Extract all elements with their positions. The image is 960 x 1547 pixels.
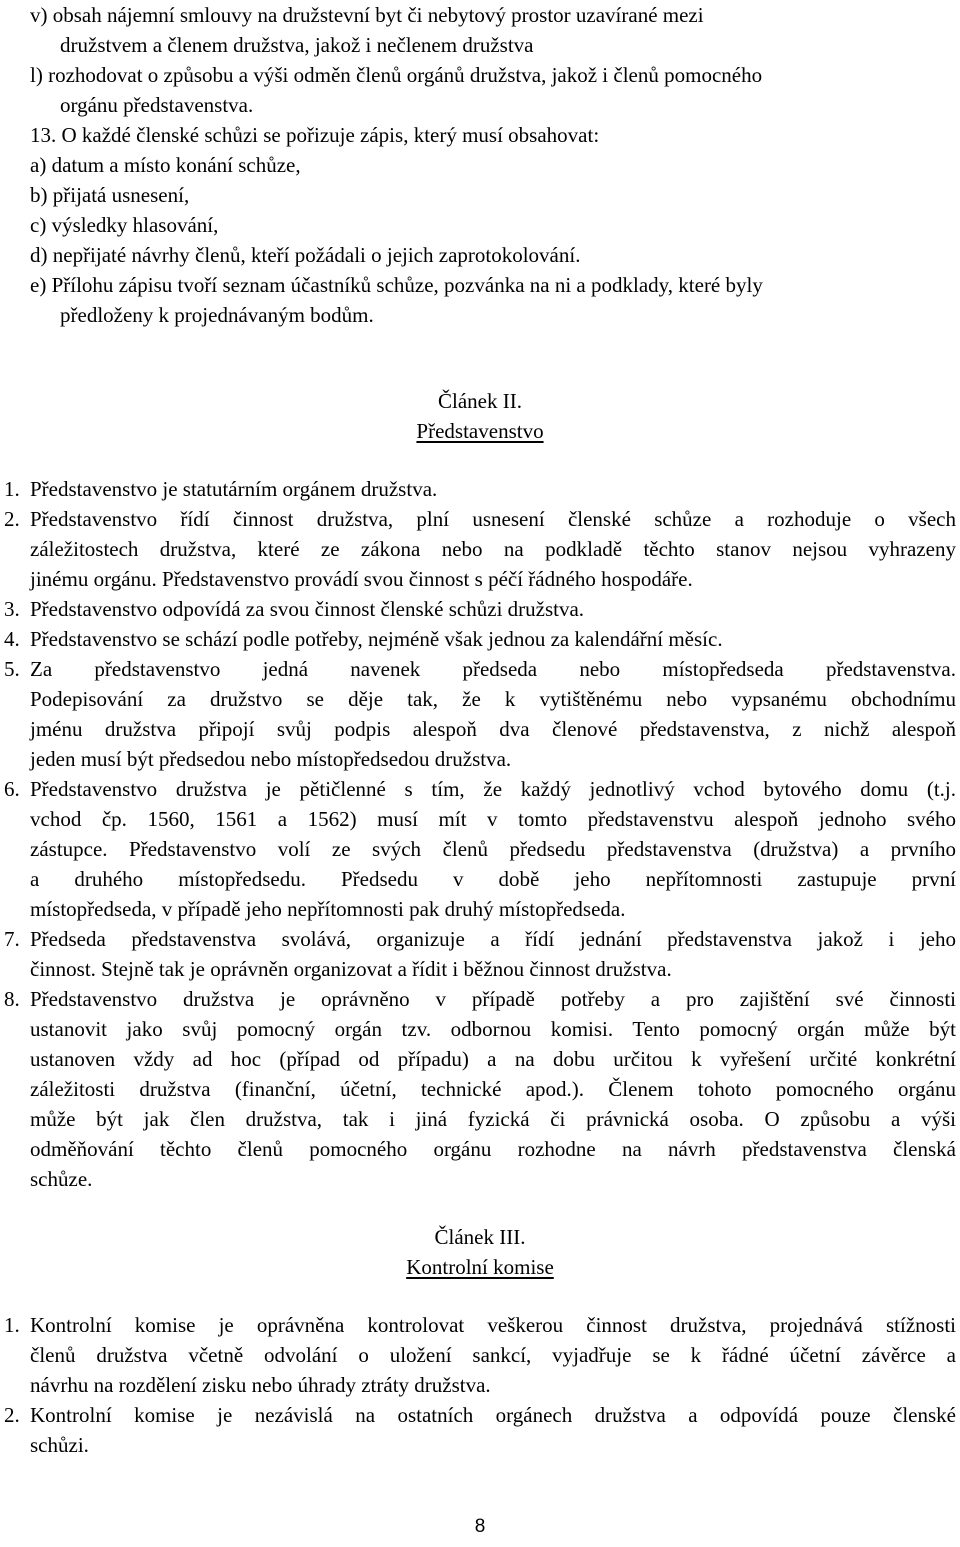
article2-item-1 [0,474,956,504]
article2-item-number: 1. [4,477,20,501]
article2-item-line: Za představenstvo jedná navenek předseda nebo místopředseda představenstva. [30,657,956,681]
article2-item-line: jinému orgánu. Představenstvo provádí svou činnost s péčí řádného hospodáře. [30,567,693,591]
item-l [30,60,956,120]
article2-item-line: ustanoven vždy ad hoc (případ od případu) a na dobu určitou k vyřešení určité konkrétní [30,1047,956,1071]
article2-item-4 [0,624,956,654]
article2-item-7 [0,924,956,984]
item-13-e-line1: e) Přílohu zápisu tvoří seznam účastníků schůze, pozvánka na ni a podklady, které byly [30,273,763,297]
item-13-b: b) přijatá usnesení, [30,183,190,207]
item-13-d: d) nepřijaté návrhy členů, kteří požádali o jejich zaprotokolování. [30,243,581,267]
item-v [30,0,956,60]
article2-item-8 [0,984,956,1194]
article3-title-text: Kontrolní komise [406,1255,554,1279]
item-v-line1: v) obsah nájemní smlouvy na družstevní byt či nebytový prostor uzavírané mezi [30,3,704,27]
article3-title [0,1252,960,1282]
article2-item-number: 7. [4,927,20,951]
article2-item-line: schůze. [30,1167,93,1191]
article2-item-line: Představenstvo řídí činnost družstva, plní usnesení členské schůze a rozhoduje o všech [30,507,956,531]
article2-item-number: 8. [4,987,20,1011]
article2-item-text [30,924,956,984]
item-13-e-line2: předloženy k projednávaným bodům. [60,303,374,327]
article2-item-line: zástupce. Představenstvo volí ze svých členů předsedu představenstva (družstva) a prvního [30,837,956,861]
article2-item-6 [0,774,956,924]
article2-item-2 [0,504,956,594]
article2-item-text [30,774,956,924]
article2-item-line: Představenstvo družstva je pětičlenné s tím, že každý jednotlivý vchod bytového domu (t.j. [30,777,956,801]
article2-item-5 [0,654,956,774]
item-l-line2: orgánu představenstva. [60,93,254,117]
article3-item-number: 1. [4,1313,20,1337]
article2-item-3 [0,594,956,624]
article2-item-line: Předseda představenstva svolává, organizuje a řídí jednání představenstva jakož i jeho [30,927,956,951]
article2-item-text [30,474,956,504]
article2-item-text [30,984,956,1194]
article2-item-line: Představenstvo je statutárním orgánem družstva. [30,477,438,501]
page-number: 8 [474,1516,486,1537]
article2-item-line: činnost. Stejně tak je oprávněn organizovat a řídit i běžnou činnost družstva. [30,957,672,981]
article3-item-line: Kontrolní komise je oprávněna kontrolovat veškerou činnost družstva, projednává stížnosti [30,1313,956,1337]
article2-item-line: Představenstvo odpovídá za svou činnost členské schůzi družstva. [30,597,585,621]
article2-item-line: odměňování těchto členů pomocného orgánu rozhodne na návrh představenstva členská [30,1137,956,1161]
article2-item-line: vchod čp. 1560, 1561 a 1562) musí mít v tomto představenstvu alespoň jednoho svého [30,807,956,831]
article3-item-text [30,1400,956,1460]
article2-item-text [30,654,956,774]
item-13-c: c) výsledky hlasování, [30,213,219,237]
item-13-e [30,270,956,330]
article2-item-line: jeden musí být předsedou nebo místopředsedou družstva. [30,747,512,771]
article2-item-number: 4. [4,627,20,651]
article2-title [0,416,960,446]
article2-item-line: záležitostech družstva, které ze zákona nebo na podkladě těchto stanov nejsou vyhrazeny [30,537,956,561]
article2-item-line: ustanovit jako svůj pomocný orgán tzv. odbornou komisi. Tento pomocný orgán může být [30,1017,956,1041]
article2-item-line: místopředseda, v případě jeho nepřítomnosti pak druhý místopředseda. [30,897,626,921]
article2-item-line: jménu družstva připojí svůj podpis alespoň dva členové představenstva, z nichž alespoň [30,717,956,741]
article3-heading: Článek III. [434,1225,526,1249]
article2-item-text [30,504,956,594]
article2-item-line: může být jak člen družstva, tak i jiná fyzická či právnická osoba. O způsobu a výši [30,1107,956,1131]
article2-item-line: a druhého místopředsedu. Předsedu v době jeho nepřítomnosti zastupuje první [30,867,956,891]
article3-item-number: 2. [4,1403,20,1427]
article2-item-line: Podepisování za družstvo se děje tak, že k vytištěnému nebo vypsanému obchodnímu [30,687,956,711]
article2-title-text: Představenstvo [416,419,544,443]
item-13-line1: 13. O každé členské schůzi se pořizuje zápis, který musí obsahovat: [30,123,600,147]
article2-item-number: 6. [4,777,20,801]
article2-item-line: Představenstvo se schází podle potřeby, nejméně však jednou za kalendářní měsíc. [30,627,723,651]
article3-item-line: návrhu na rozdělení zisku nebo úhrady ztráty družstva. [30,1373,491,1397]
article3-item-1 [0,1310,956,1400]
article2-heading: Článek II. [438,389,522,413]
article3-item-2 [0,1400,956,1460]
item-13 [30,120,956,270]
article2-item-line: Představenstvo družstva je oprávněno v případě potřeby a pro zajištění své činnosti [30,987,956,1011]
article2-item-number: 2. [4,507,20,531]
article2-item-number: 3. [4,597,20,621]
article3-item-line: Kontrolní komise je nezávislá na ostatních orgánech družstva a odpovídá pouze členské [30,1403,956,1427]
item-l-line1: l) rozhodovat o způsobu a výši odměn členů orgánů družstva, jakož i členů pomocného [30,63,763,87]
article3-item-line: schůzi. [30,1433,89,1457]
item-13-a: a) datum a místo konání schůze, [30,153,301,177]
article2-item-line: záležitosti družstva (finanční, účetní, technické apod.). Členem tohoto pomocného orgánu [30,1077,956,1101]
item-v-line2: družstvem a členem družstva, jakož i nečlenem družstva [60,33,534,57]
article3-item-line: členů družstva včetně odvolání o uložení sankcí, vyjadřuje se k řádné účetní závěrce a [30,1343,956,1367]
article2-item-number: 5. [4,657,20,681]
article2-item-text [30,624,956,654]
article2-item-text [30,594,956,624]
article3-item-text [30,1310,956,1400]
